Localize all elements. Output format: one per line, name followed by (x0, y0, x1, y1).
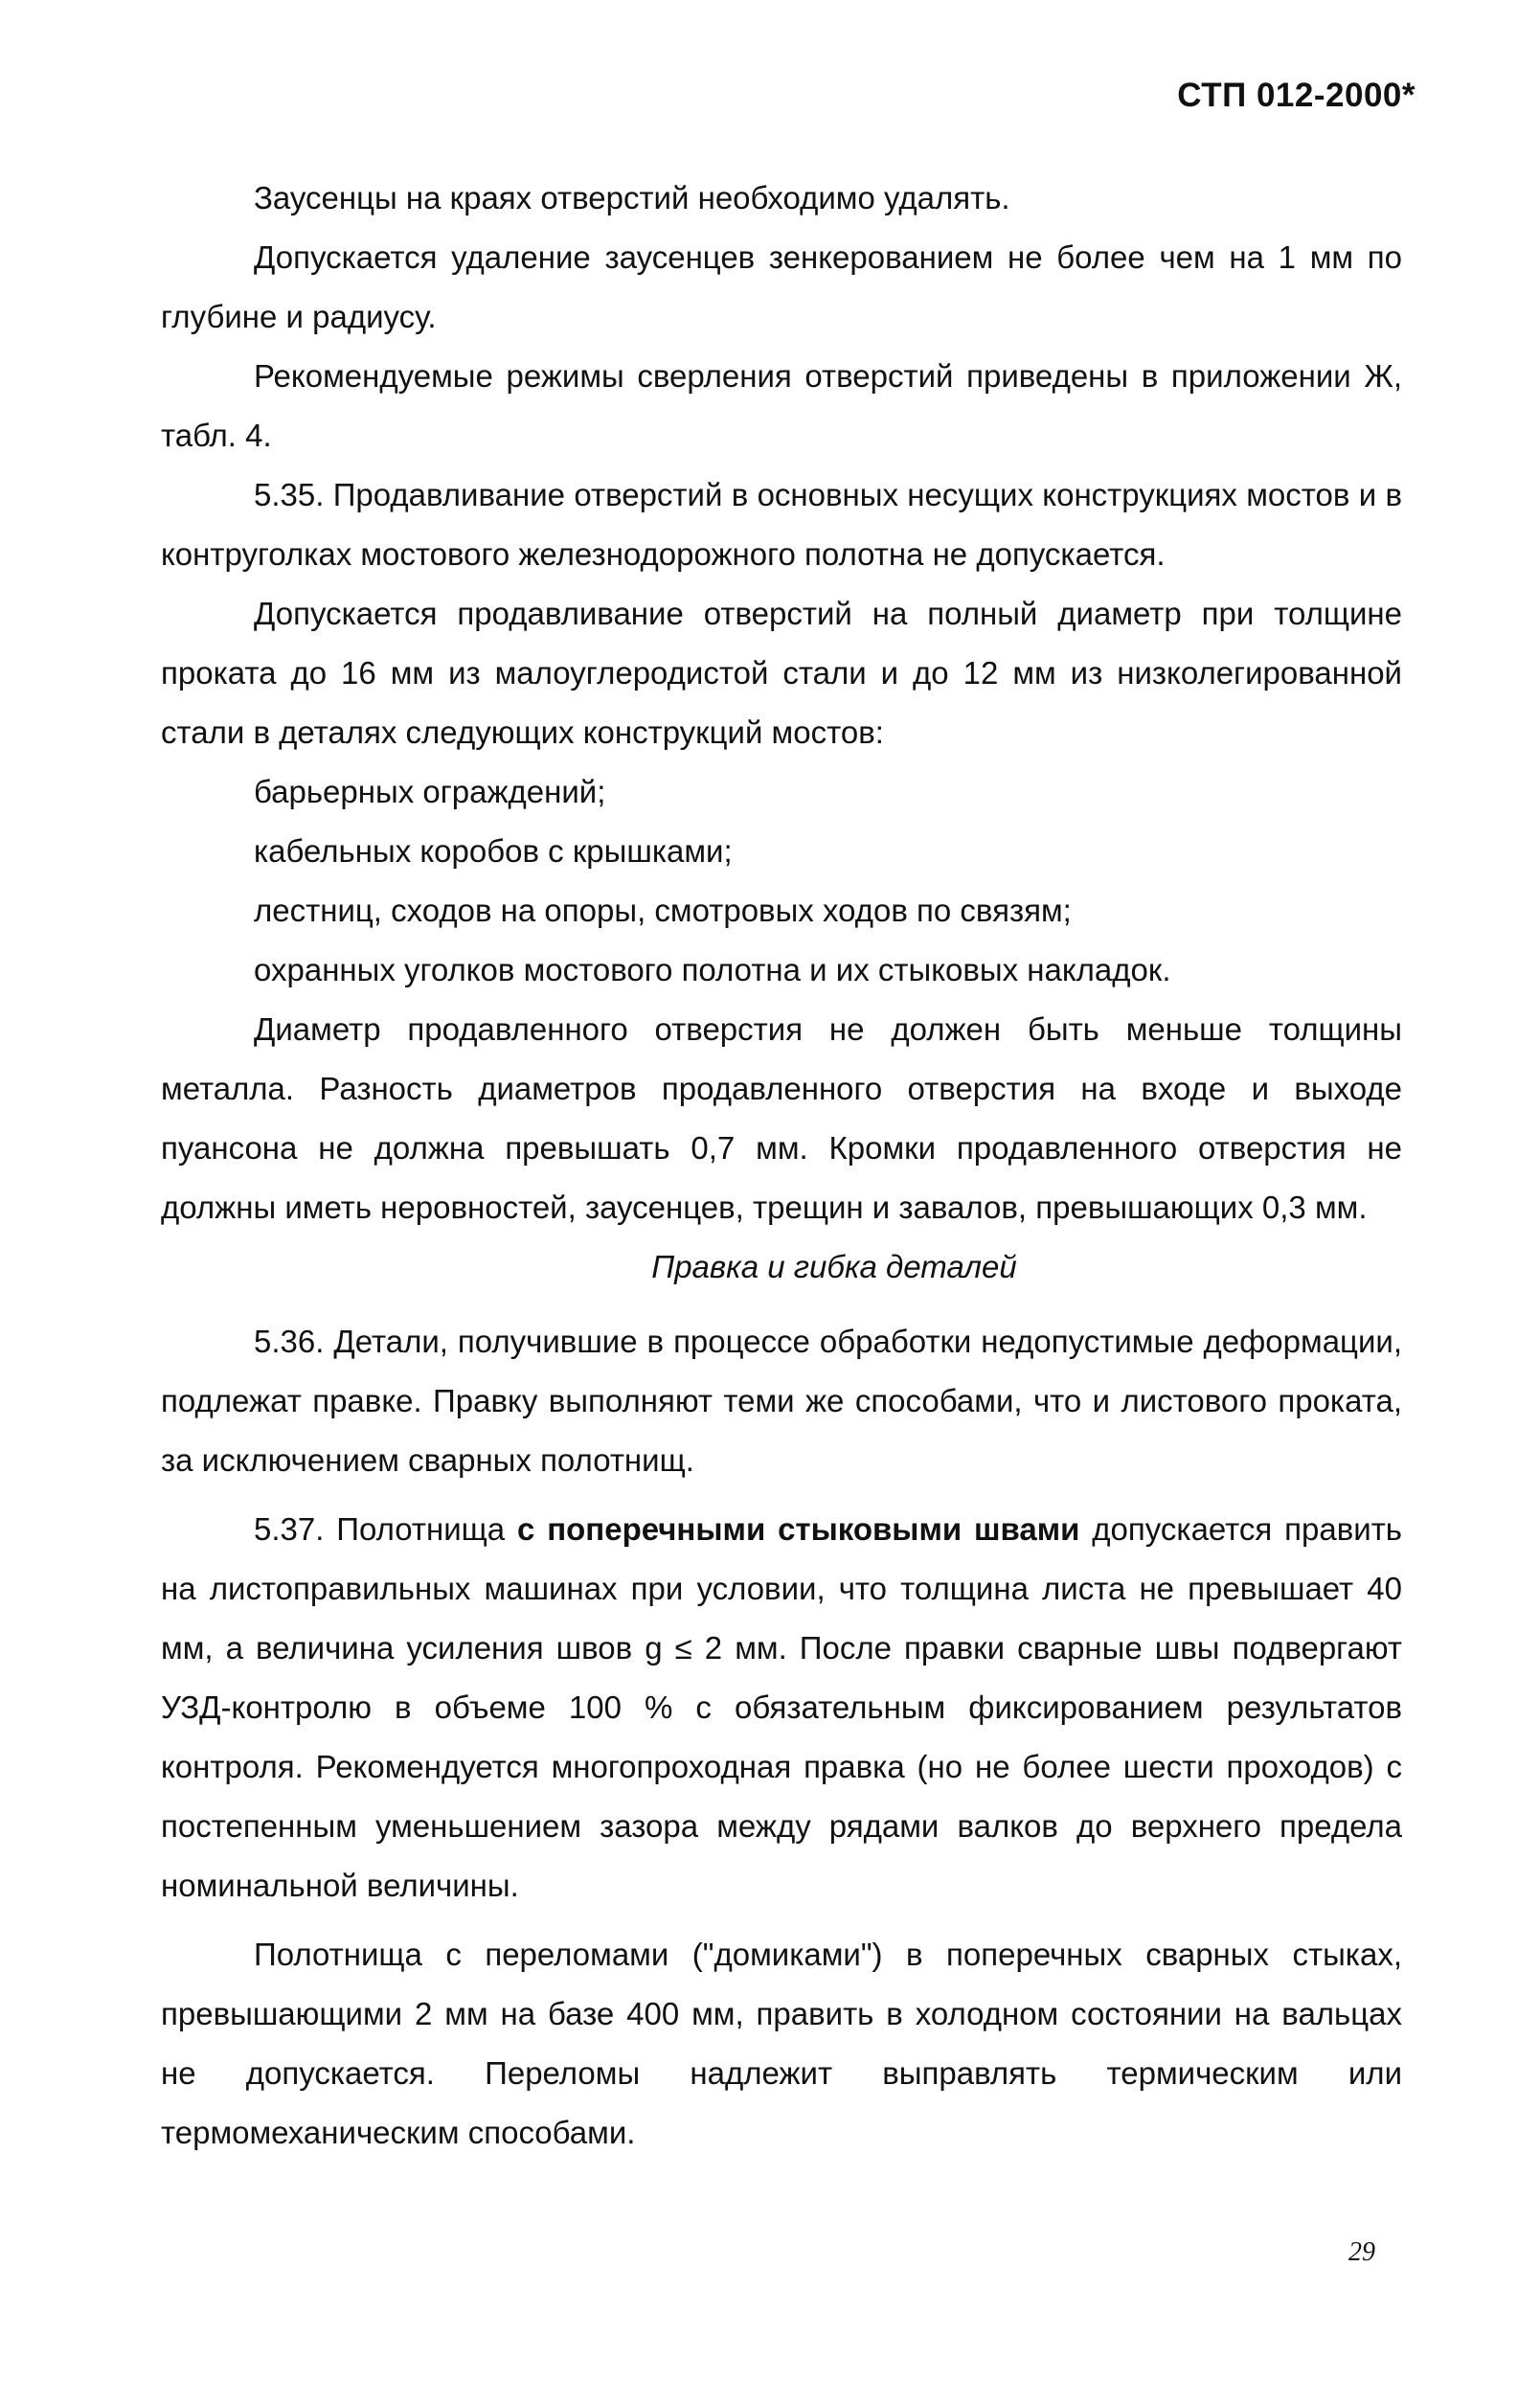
paragraph-punching-allowed: Допускается продавливание отверстий на полный диаметр при толщине проката до 16 мм из малоуглеродистой стали и до 12 мм из низколегированной стали в деталях следующих конструкций мостов: (161, 596, 1402, 750)
paragraph-5-35: 5.35. Продавливание отверстий в основных несущих конструкциях мостов и в контруголках мостового железнодорожного полотна не допускается. (161, 477, 1402, 572)
paragraph-5-37-emphasis: с поперечными стыковыми швами (516, 1511, 1080, 1547)
paragraph-5-37-start: 5.37. Полотнища (254, 1511, 517, 1547)
paragraph-fractures: Полотнища с переломами ("домиками") в поперечных сварных стыках, превышающими 2 мм на базе 400 мм, править в холодном состоянии на вальцах не допускается. Переломы надлежит выправлять термическим или термомеханическим способами. (161, 1937, 1402, 2150)
paragraph-burrs: Заусенцы на краях отверстий необходимо удалять. (254, 180, 1010, 215)
paragraph-5-36: 5.36. Детали, получившие в процессе обработки недопустимые деформации, подлежат правке. Правку выполняют теми же способами, что и листового проката, за исключением сварных полотнищ. (161, 1324, 1402, 1478)
page-number: 29 (1348, 2237, 1375, 2267)
list-item: охранных уголков мостового полотна и их стыковых накладок. (254, 952, 1171, 987)
paragraph-5-37 (161, 1500, 1402, 1916)
page-content (161, 169, 1402, 2163)
paragraph-5-37-end: допускается править на листоправильных машинах при условии, что толщина листа не превышает 40 мм, а величина усиления швов g ≤ 2 мм. После правки сварные швы подвергают УЗД-контролю в объеме 100 % с обязательным фиксированием результатов контроля. Рекомендуется многопроходная правка (но не более шести проходов) с постепенным уменьшением зазора между рядами валков до верхнего предела номинальной величины. (161, 1511, 1403, 1903)
paragraph-drilling-modes: Рекомендуемые режимы сверления отверстий приведены в приложении Ж, табл. 4. (161, 358, 1402, 453)
list-item: лестниц, сходов на опоры, смотровых ходов по связям; (254, 893, 1072, 928)
paragraph-countersinking: Допускается удаление заусенцев зенкерованием не более чем на 1 мм по глубине и радиусу. (161, 239, 1402, 334)
paragraph-punched-diameter: Диаметр продавленного отверстия не должен быть меньше толщины металла. Разность диаметров продавленного отверстия на входе и выходе пуансона не должна превышать 0,7 мм. Кромки продавленного отверстия не должны иметь неровностей, заусенцев, трещин и завалов, превышающих 0,3 мм. (161, 1011, 1402, 1225)
list-item: кабельных коробов с крышками; (254, 833, 733, 869)
list-item: барьерных ограждений; (254, 774, 606, 809)
section-heading: Правка и гибка деталей (651, 1249, 1017, 1284)
document-code: СТП 012-2000* (1177, 77, 1415, 114)
